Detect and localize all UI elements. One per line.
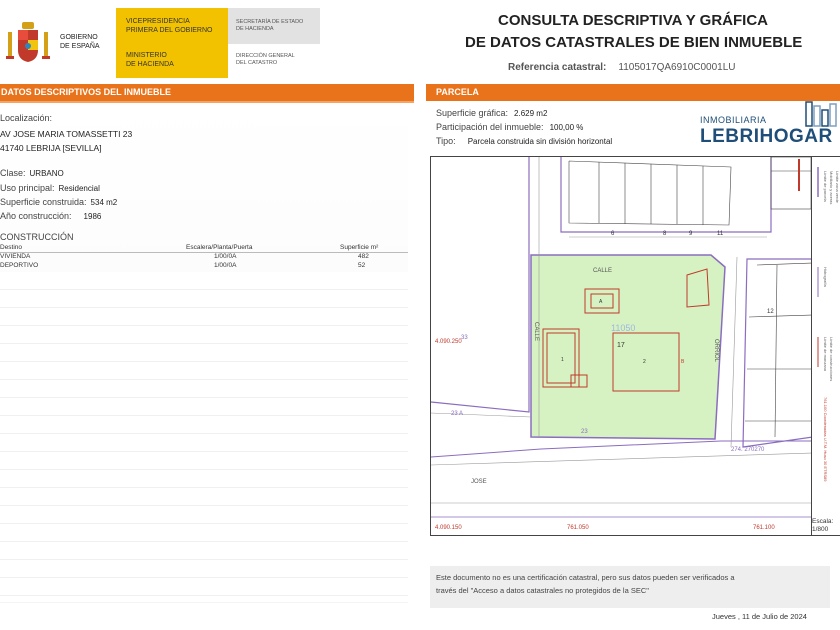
label-12: 12 [767, 309, 774, 315]
cell-escalera: 1/00/0A [214, 262, 237, 269]
superficie-grafica-field: Superficie gráfica: 2.629 m2 [436, 108, 548, 118]
label-17: 17 [617, 342, 625, 349]
participacion-field: Participación del inmueble: 100,00 % [436, 122, 584, 132]
label-1: 1 [561, 357, 564, 363]
anio-field: Año construcción: 1986 [0, 211, 102, 221]
label-jose: JOSE [471, 479, 487, 485]
label-a: A [599, 299, 603, 305]
coord-bottom-mid: 761.050 [567, 525, 589, 531]
page-title: CONSULTA DESCRIPTIVA Y GRÁFICA DE DATOS CATASTRALES DE BIEN INMUEBLE [465, 12, 803, 51]
document-date: Jueves , 11 de Julio de 2024 [712, 612, 807, 621]
table-row [0, 253, 408, 262]
buildings-logo-icon [800, 100, 840, 128]
uso-field: Uso principal: Residencial [0, 183, 100, 193]
disclaimer-line2: través del "Acceso a datos catastrales no protegidos de la SEC" [436, 586, 649, 595]
gobierno-label: GOBIERNO DE ESPAÑA [60, 34, 100, 50]
localizacion-label: Localización: [0, 113, 53, 123]
label-parcel-number: 11050 [611, 323, 636, 333]
parcel-map-drawing [431, 157, 812, 536]
construccion-table [0, 244, 408, 271]
label-23: 23 [581, 429, 588, 435]
clase-field: Clase: URBANO [0, 168, 64, 178]
legend-item-4: Hidrografía [823, 267, 828, 287]
label-33: 33 [461, 335, 468, 341]
localizacion-line2: 41740 LEBRIJA [SEVILLA] [0, 143, 102, 153]
parcel-area [531, 255, 725, 439]
tipo-field: Tipo: Parcela construida sin división horizontal [436, 136, 613, 146]
coord-left-bottom: 4.090.150 [435, 525, 462, 531]
legend-coord-system: 761.100 Coordenadas U.T.M. Huso 30 ETRS89 [823, 397, 828, 482]
parcel-map[interactable] [430, 156, 812, 536]
construccion-heading: CONSTRUCCIÓN [0, 232, 74, 242]
referencia-catastral: Referencia catastral: 1105017QA6910C0001LU [508, 62, 736, 73]
cell-destino: DEPORTIVO [0, 262, 39, 269]
section-header-parcela: PARCELA [426, 84, 840, 101]
localizacion-line1: AV JOSE MARIA TOMASSETTI 23 [0, 129, 133, 139]
direccion-label: DIRECCIÓN GENERAL DEL CATASTRO [236, 53, 295, 66]
label-11: 11 [717, 231, 724, 237]
secretaria-label: SECRETARÍA DE ESTADO DE HACIENDA [236, 19, 304, 32]
table-blank-rows [0, 272, 408, 602]
label-23a: 23 A [451, 411, 464, 417]
disclaimer-box [430, 566, 830, 608]
col-escalera: Escalera/Planta/Puerta [186, 244, 253, 251]
col-superficie: Superficie m² [340, 244, 379, 251]
cell-destino: VIVIENDA [0, 253, 31, 260]
coord-bottom-right: 761.100 [753, 525, 775, 531]
table-row [0, 262, 408, 271]
legend-item-5: Límite de manzana [823, 337, 828, 372]
disclaimer-line1: Este documento no es una certificación catastral, pero sus datos pueden ser verificados a [436, 573, 735, 582]
superficie-field: Superficie construida: 534 m2 [0, 197, 118, 207]
cell-escalera: 1/00/0A [214, 253, 237, 260]
legend-item-1: Límite de parcela [823, 171, 828, 202]
spain-coat-of-arms-icon [4, 18, 52, 66]
table-header-row [0, 244, 408, 253]
map-scale: Escala: 1/800 [812, 518, 834, 533]
label-9: 9 [689, 231, 693, 237]
col-destino: Destino [0, 244, 23, 251]
label-2: 2 [643, 359, 646, 365]
legend-item-6: Límite de construcciones [829, 337, 834, 382]
legend-item-2: Mobiliario y aceras [829, 171, 834, 205]
section-header-datos: DATOS DESCRIPTIVOS DEL INMUEBLE [0, 84, 414, 101]
brand-subtitle: INMOBILIARIA [700, 115, 767, 125]
coord-left-top: 4.090.250 [435, 339, 462, 345]
cell-superficie: 482 [358, 253, 369, 260]
ministerio-label: MINISTERIO DE HACIENDA [126, 52, 174, 68]
label-6: 6 [611, 231, 615, 237]
vicepresidencia-label: VICEPRESIDENCIA PRIMERA DEL GOBIERNO [126, 18, 213, 34]
label-b: B [681, 359, 685, 365]
label-calle-top: CALLE [593, 268, 613, 274]
coord-right: 274. 270270 [731, 447, 765, 453]
map-legend [812, 156, 840, 536]
referencia-value: 1105017QA6910C0001LU [618, 62, 736, 73]
legend-item-3: Límite zona verde [835, 171, 840, 203]
label-street-right: ORRIOL [713, 339, 719, 363]
brand-name: LEBRIHOGAR [700, 126, 833, 147]
label-calle-side: CALLE [533, 322, 539, 342]
cell-superficie: 52 [358, 262, 366, 269]
label-8: 8 [663, 231, 667, 237]
legend-drawing [812, 157, 840, 537]
